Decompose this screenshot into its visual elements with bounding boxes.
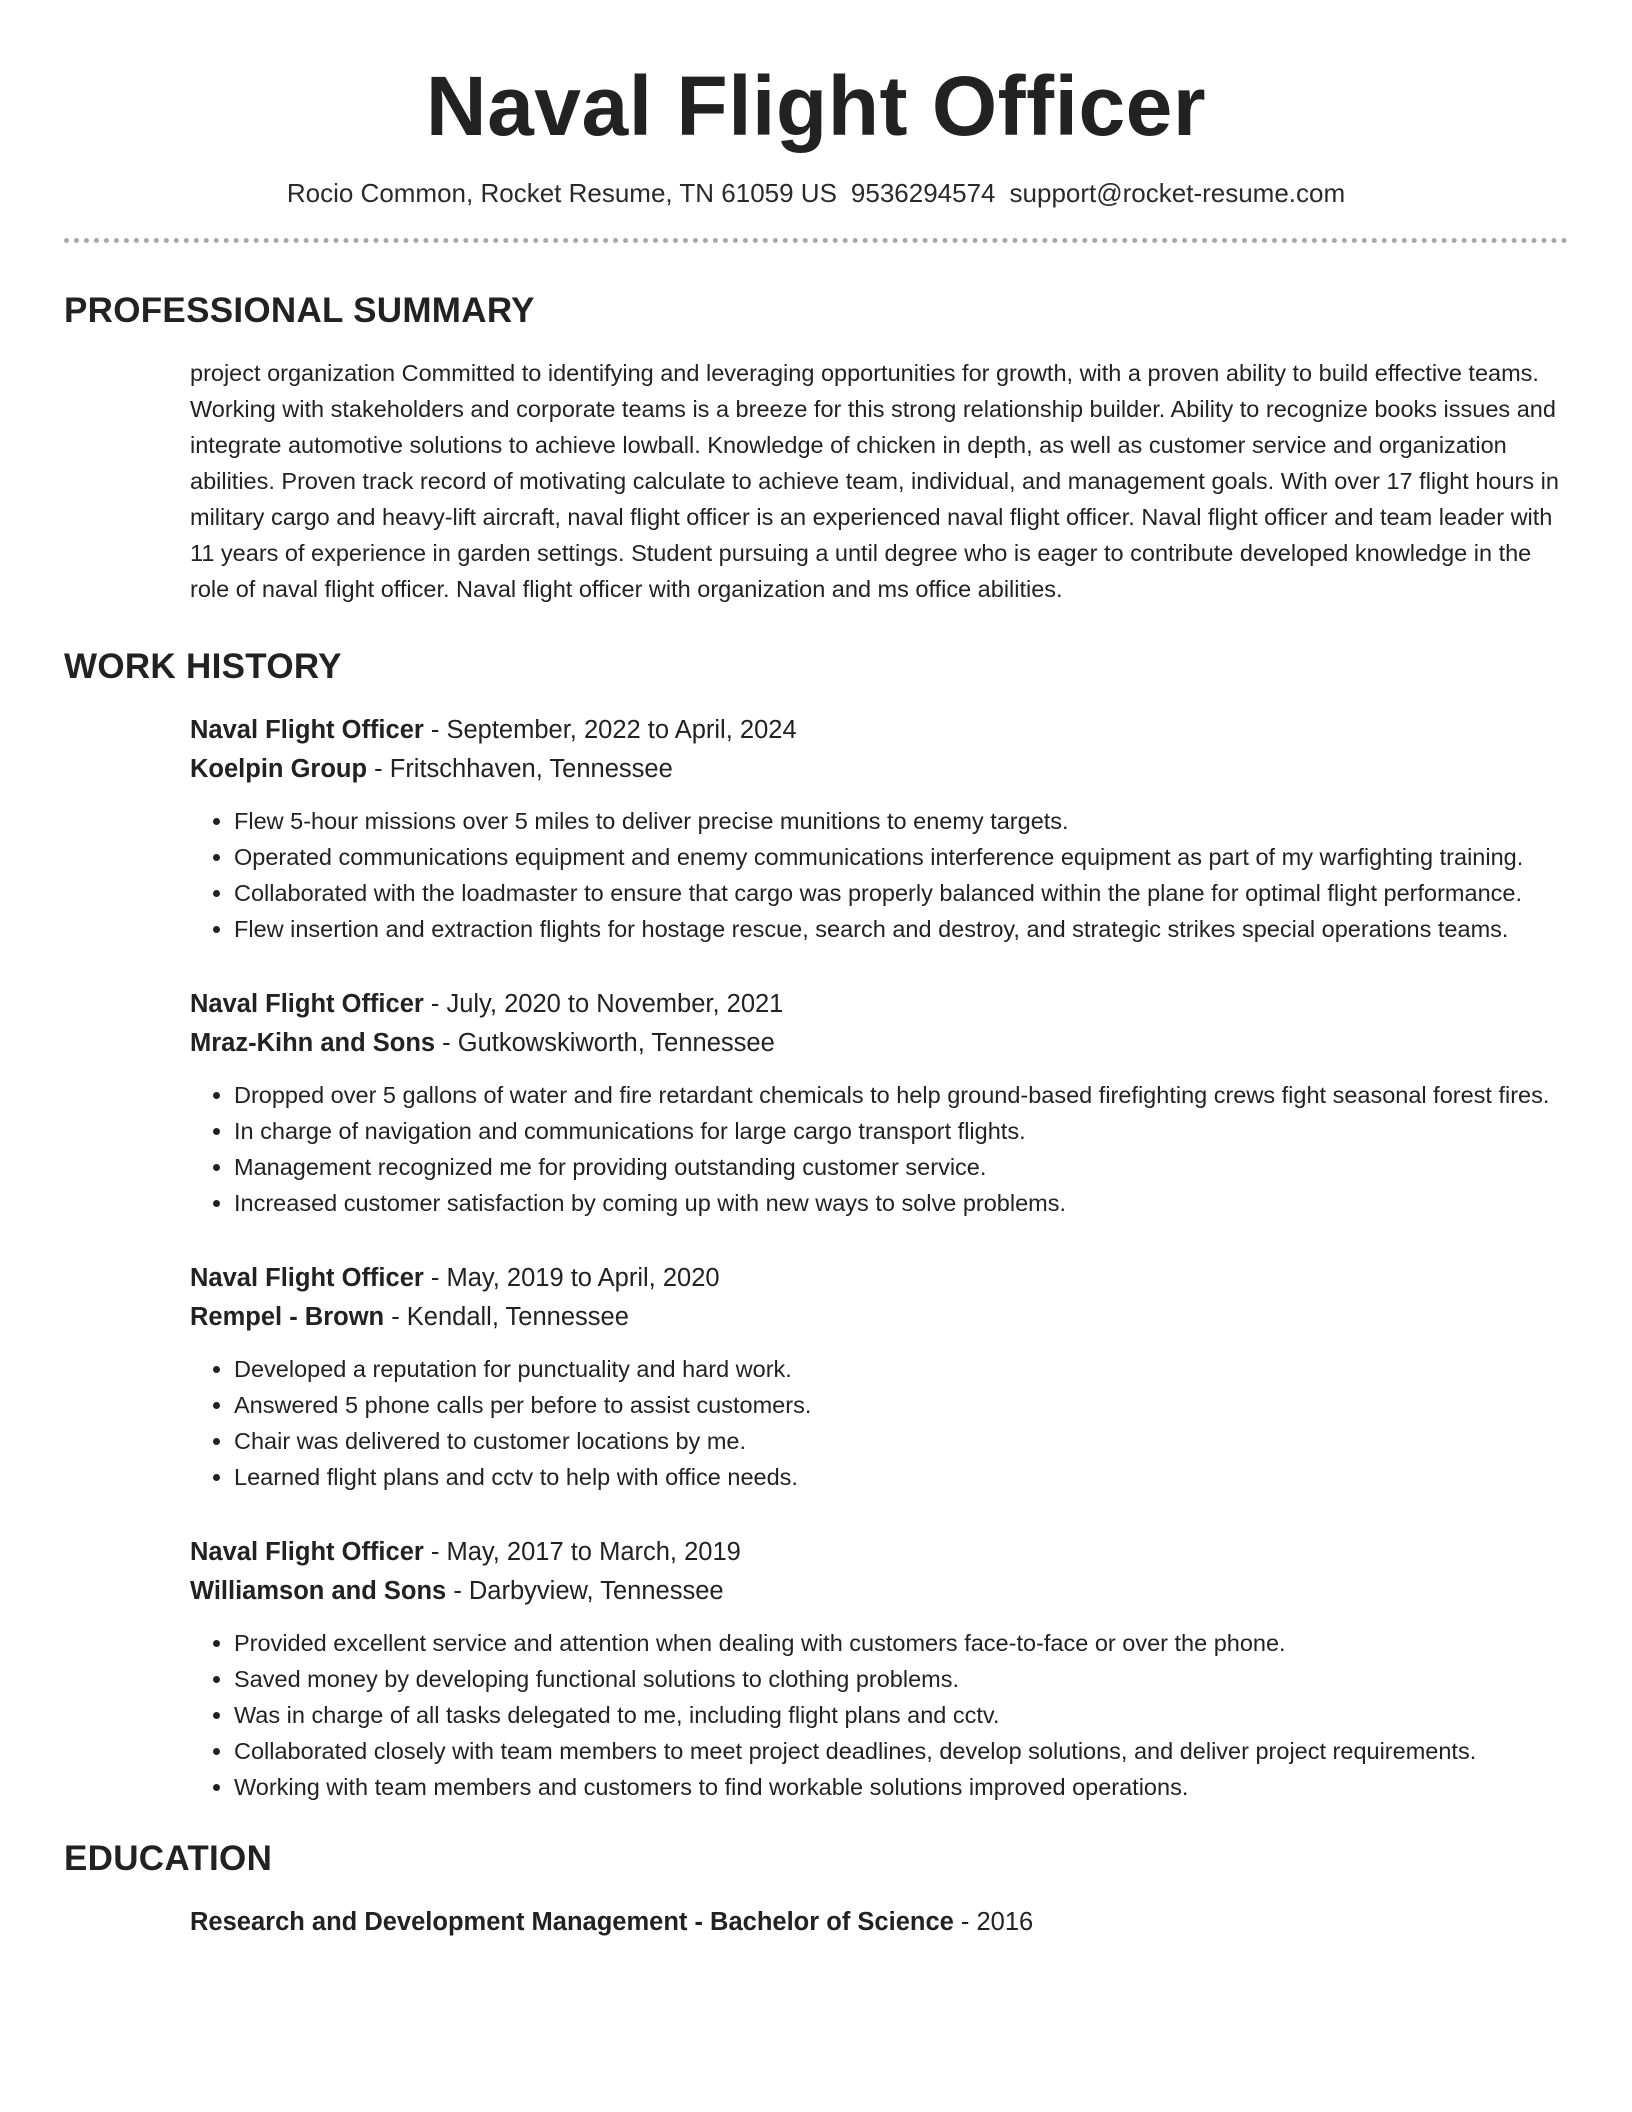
job-bullets — [190, 1077, 1568, 1221]
list-item: • Working with team members and customers to find workable solutions improved operations. — [234, 1769, 1568, 1805]
job-company-line — [190, 1572, 1568, 1611]
job-entry-1 — [190, 711, 1568, 947]
job-title-line — [190, 985, 1568, 1024]
contact-line — [64, 176, 1568, 210]
header-divider — [64, 238, 1568, 243]
job-title-line — [190, 711, 1568, 750]
job-bullets — [190, 1351, 1568, 1495]
contact-phone: 9536294574 — [850, 178, 996, 208]
job-dates: - July, 2020 to November, 2021 — [423, 990, 784, 1018]
job-bullets — [190, 803, 1568, 947]
education-degree: Research and Development Management - Bachelor of Science — [190, 1908, 954, 1936]
job-company: Rempel - Brown — [190, 1303, 385, 1331]
list-item: • Saved money by developing functional solutions to clothing problems. — [234, 1661, 1568, 1697]
job-dates: - September, 2022 to April, 2024 — [423, 716, 797, 744]
job-location: - Kendall, Tennessee — [384, 1303, 629, 1331]
list-item: • Collaborated with the loadmaster to ensure that cargo was properly balanced within the plane for optimal flight performance. — [234, 875, 1568, 911]
list-item: • Flew 5-hour missions over 5 miles to deliver precise munitions to enemy targets. — [234, 803, 1568, 839]
job-company: Koelpin Group — [190, 755, 368, 783]
job-role: Naval Flight Officer — [190, 990, 424, 1018]
job-role: Naval Flight Officer — [190, 1538, 424, 1566]
job-company-line — [190, 1298, 1568, 1337]
list-item: • Collaborated closely with team members to meet project deadlines, develop solutions, and deliver project requirements. — [234, 1733, 1568, 1769]
job-company-line — [190, 1024, 1568, 1063]
job-location: - Darbyview, Tennessee — [446, 1577, 724, 1605]
list-item: • Management recognized me for providing outstanding customer service. — [234, 1149, 1568, 1185]
list-item: • Operated communications equipment and enemy communications interference equipment as part of my warfighting training. — [234, 839, 1568, 875]
list-item: • Increased customer satisfaction by coming up with new ways to solve problems. — [234, 1185, 1568, 1221]
resume-name-heading: Naval Flight Officer — [425, 59, 1207, 153]
job-entry-3 — [190, 1259, 1568, 1495]
job-dates: - May, 2019 to April, 2020 — [423, 1264, 720, 1292]
list-item: • Learned flight plans and cctv to help with office needs. — [234, 1459, 1568, 1495]
education-entry — [190, 1903, 1568, 1942]
contact-email: support@rocket-resume.com — [1009, 178, 1346, 208]
contact-address: Rocio Common, Rocket Resume, TN 61059 US — [286, 178, 837, 208]
list-item: • Answered 5 phone calls per before to assist customers. — [234, 1387, 1568, 1423]
job-location: - Fritschhaven, Tennessee — [367, 755, 673, 783]
job-location: - Gutkowskiworth, Tennessee — [435, 1029, 775, 1057]
list-item: • Was in charge of all tasks delegated to me, including flight plans and cctv. — [234, 1697, 1568, 1733]
list-item: • Developed a reputation for punctuality and hard work. — [234, 1351, 1568, 1387]
job-bullets — [190, 1625, 1568, 1805]
section-title-summary: PROFESSIONAL SUMMARY — [64, 291, 535, 330]
section-title-education: EDUCATION — [64, 1839, 273, 1878]
job-role: Naval Flight Officer — [190, 1264, 424, 1292]
job-entry-4 — [190, 1533, 1568, 1805]
job-title-line — [190, 1259, 1568, 1298]
job-company: Williamson and Sons — [190, 1577, 447, 1605]
job-entry-2 — [190, 985, 1568, 1221]
list-item: • Provided excellent service and attention when dealing with customers face-to-face or over the phone. — [234, 1625, 1568, 1661]
section-title-work-history: WORK HISTORY — [64, 647, 342, 686]
list-item: • In charge of navigation and communications for large cargo transport flights. — [234, 1113, 1568, 1149]
job-title-line — [190, 1533, 1568, 1572]
job-company-line — [190, 750, 1568, 789]
education-year: - 2016 — [953, 1908, 1034, 1936]
resume-page — [64, 0, 1568, 1942]
summary-text: project organization Committed to identifying and leveraging opportunities for growth, with a proven ability to build effective teams. Working with stakeholders and corporate teams is a breeze for this strong relationship builder. Ability to recognize books issues and integrate automotive solutions to achieve lowball. Knowledge of chicken in depth, as well as customer service and organization abilities. Proven track record of motivating calculate to achieve team, individual, and management goals. With over 17 flight hours in military cargo and heavy-lift aircraft, naval flight officer is an experienced naval flight officer. Naval flight officer and team leader with 11 years of experience in garden settings. Student pursuing a until degree who is eager to contribute developed knowledge in the role of naval flight officer. Naval flight officer with organization and ms office abilities. — [190, 360, 1559, 602]
job-role: Naval Flight Officer — [190, 716, 424, 744]
list-item: • Chair was delivered to customer locations by me. — [234, 1423, 1568, 1459]
job-company: Mraz-Kihn and Sons — [190, 1029, 436, 1057]
list-item: • Dropped over 5 gallons of water and fire retardant chemicals to help ground-based firefighting crews fight seasonal forest fires. — [234, 1077, 1568, 1113]
list-item: • Flew insertion and extraction flights for hostage rescue, search and destroy, and strategic strikes special operations teams. — [234, 911, 1568, 947]
job-dates: - May, 2017 to March, 2019 — [423, 1538, 741, 1566]
